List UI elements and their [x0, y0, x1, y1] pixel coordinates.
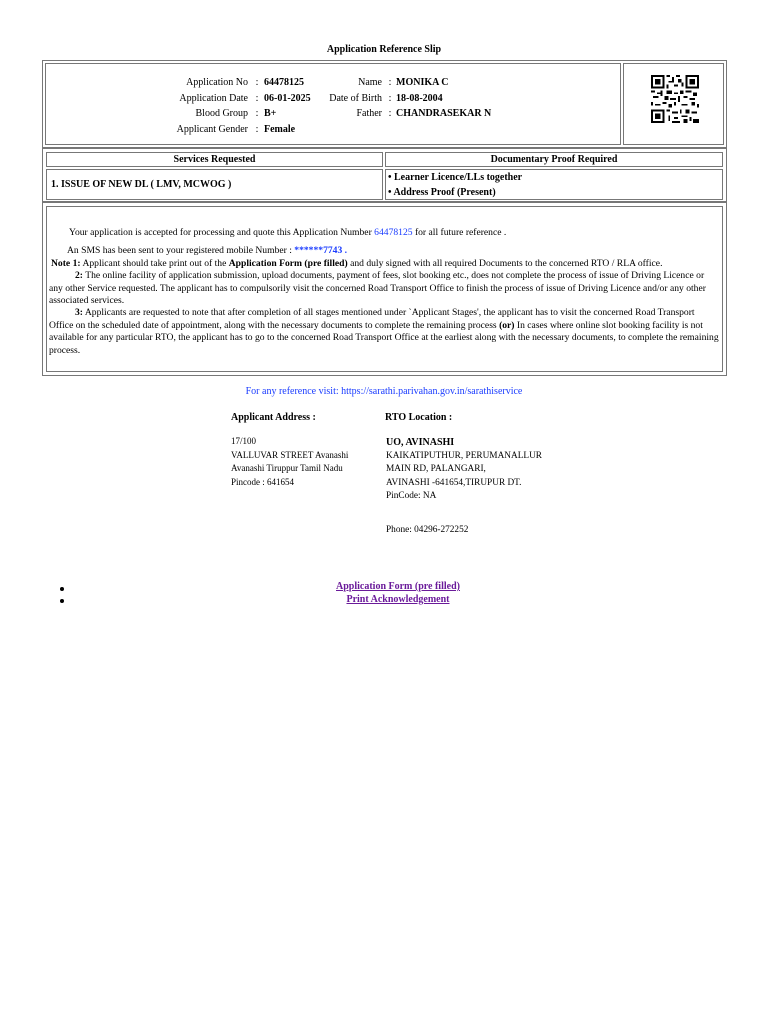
blood-group-value: B+: [264, 108, 277, 119]
rto-location: [386, 436, 542, 537]
application-no-label: Application No: [186, 77, 248, 88]
name-value: MONIKA C: [396, 77, 449, 88]
notes-box: [42, 202, 727, 376]
rto-address-line-1: KAIKATIPUTHUR, PERUMANALLUR: [386, 450, 542, 461]
colon: :: [388, 77, 392, 88]
applicant-details-panel: [45, 63, 621, 145]
proof-item-address: • Address Proof (Present): [388, 187, 496, 198]
rto-phone: Phone: 04296-272252: [386, 524, 469, 535]
application-form-link[interactable]: Application Form (pre filled): [336, 581, 460, 592]
applicant-address: [231, 435, 348, 489]
colon: :: [255, 77, 259, 88]
name-label: Name: [358, 77, 382, 88]
services-requested-header-text: Services Requested: [173, 154, 256, 165]
blood-group-label: Blood Group: [195, 108, 248, 119]
reference-url-text: For any reference visit: https://sarathi.parivahan.gov.in/sarathiservice: [245, 386, 523, 397]
services-requested-header: [46, 152, 383, 167]
documentary-proof-header: [385, 152, 723, 167]
rto-location-heading: RTO Location :: [385, 412, 453, 423]
rto-pincode: PinCode: NA: [386, 491, 437, 501]
note-1-label: Note 1:: [51, 257, 81, 269]
proof-cell: [385, 169, 723, 200]
sms-text-prefix: An SMS has been sent to your registered mobile Number :: [67, 245, 295, 257]
proof-item-learner-licence: • Learner Licence/LLs together: [388, 172, 523, 183]
address-line-1: 17/100: [231, 436, 257, 446]
colon: :: [255, 108, 259, 119]
acceptance-text: [49, 227, 720, 239]
print-acknowledgement-link[interactable]: Print Acknowledgement: [346, 593, 450, 605]
colon: :: [388, 108, 392, 119]
applicant-address-heading: Applicant Address :: [231, 412, 316, 423]
gender-label: Applicant Gender: [176, 123, 248, 135]
address-line-2: VALLUVAR STREET Avanashi: [231, 449, 349, 460]
note-1-text-end: and duly signed with all required Documents to the concerned RTO / RLA office.: [347, 257, 663, 269]
application-date-label: Application Date: [179, 92, 248, 104]
application-date-value: 06-01-2025: [264, 92, 311, 104]
applicant-info-box: [42, 60, 727, 148]
note-3-label: 3:: [75, 307, 83, 319]
note-2: [49, 270, 720, 307]
note-2-text: The online facility of application submission, upload documents, payment of fees, slot booking etc., does not complete the process of issue of Driving Licence or any other Service requested. The applicant has to compulsorily visit the concerned Road Transport Office to finish the process of issue of Driving Licence and/or any other associated services.: [49, 270, 706, 307]
dob-value: 18-08-2004: [396, 92, 443, 104]
note-1: [49, 258, 720, 270]
application-no-value: 64478125: [264, 77, 304, 88]
services-table: [42, 148, 727, 202]
service-cell: [46, 169, 383, 200]
dob-label: Date of Birth: [329, 92, 382, 104]
qr-panel: [623, 63, 724, 145]
note-3: [49, 307, 720, 357]
note-3-text: Applicants are requested to note that after completion of all stages mentioned under `Applicant Stages', the applicant has to visit the concerned Road Transport Office on the scheduled date of appointment, along with the necessary documents to complete the remaining process: [49, 307, 695, 331]
sms-mobile-number: ******7743 .: [294, 245, 348, 257]
father-label: Father: [356, 108, 382, 119]
address-line-3: Avanashi Tiruppur Tamil Nadu: [231, 463, 343, 473]
gender-value: Female: [264, 123, 296, 135]
notes-panel: [46, 206, 723, 372]
qr-code-icon: [651, 75, 699, 123]
rto-address-line-2: MAIN RD, PALANGARI,: [386, 464, 486, 474]
page-title: Application Reference Slip: [326, 44, 442, 55]
service-item-text: 1. ISSUE OF NEW DL ( LMV, MCWOG ): [51, 179, 232, 190]
note-2-label: 2:: [75, 270, 83, 282]
acceptance-text-prefix: Your application is accepted for processing and quote this Application Number: [69, 227, 375, 238]
address-pincode: Pincode : 641654: [231, 476, 294, 487]
note-1-text: Applicant should take print out of the: [80, 257, 229, 269]
colon: :: [255, 123, 259, 135]
rto-name: UO, AVINASHI: [386, 437, 455, 448]
note-1-form-name: Application Form (pre filled): [228, 257, 348, 269]
acceptance-text-suffix: for all future reference .: [412, 227, 507, 238]
sms-text: [49, 245, 720, 257]
note-3-or: (or): [499, 319, 515, 331]
documentary-proof-header-text: Documentary Proof Required: [490, 154, 618, 165]
note-3-text-end: In cases where online slot booking facility is not available for any particular RTO, the applicant has to go to the concerned Road Transport Office at the earliest along with the necessary documents, to complete the remaining process.: [49, 319, 719, 356]
rto-address-line-3: AVINASHI -641654,TIRUPUR DT.: [386, 477, 522, 488]
acceptance-app-number: 64478125: [374, 227, 413, 238]
colon: :: [255, 92, 259, 104]
action-links-list: [0, 581, 768, 611]
father-value: CHANDRASEKAR N: [396, 108, 492, 119]
colon: :: [388, 92, 392, 104]
